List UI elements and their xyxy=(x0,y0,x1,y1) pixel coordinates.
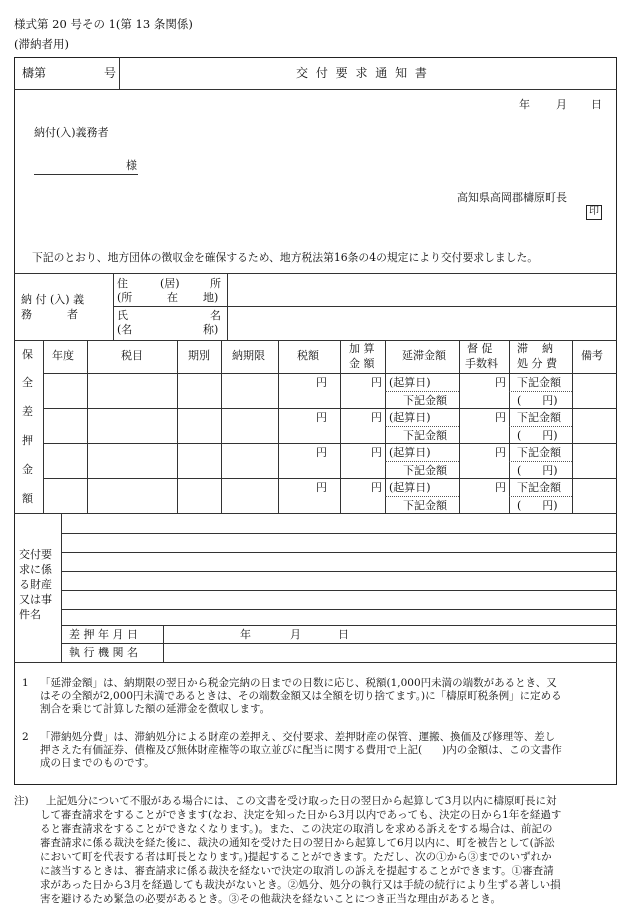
footnote-line-4: 審査請求に係る裁決を経た後に、裁決の通知を受けた日の翌日から起算して6月以内に、町を被告として(訴訟 xyxy=(40,837,555,849)
address-label-d: (所 xyxy=(117,291,133,304)
date-day: 日 xyxy=(591,98,602,111)
note-1-line-3: 割合を乗じて計算した額の延滞金を徴収します。 xyxy=(40,703,271,715)
seizure-date-label: 差 押 年 月 日 xyxy=(69,628,138,641)
row2-tax-yen: 円 xyxy=(316,411,327,424)
row1-surcharge-yen: 円 xyxy=(371,376,382,389)
header-surcharge-1: 加 算 xyxy=(349,342,375,355)
row3-calc-date: (起算日) xyxy=(389,446,431,459)
row3-surcharge-yen: 円 xyxy=(371,446,382,459)
seizure-day: 日 xyxy=(338,628,349,641)
name-label-b: 名 xyxy=(210,309,221,322)
row4-demand-yen: 円 xyxy=(495,481,506,494)
addressee-underline xyxy=(34,174,138,175)
row4-tax-yen: 円 xyxy=(316,481,327,494)
row2-disposal-yen: ( 円) xyxy=(517,429,558,442)
address-label-e: 在 xyxy=(167,291,178,304)
row2-disposal-below: 下記金額 xyxy=(517,411,561,424)
header-demand-1: 督 促 xyxy=(467,342,493,355)
form-number: 様式第 20 号その 1(第 13 条関係) xyxy=(14,17,193,31)
name-label-c: (名 xyxy=(117,323,133,336)
document-number-suffix: 号 xyxy=(104,66,117,80)
footnote-line-7: 求があった日から3月を経過しても裁決がないとき。②処分、処分の執行又は手続の続行により生ずる著しい損 xyxy=(40,879,561,891)
address-label-a: 住 xyxy=(117,277,128,290)
obligor-heading: 納付(入)義務者 xyxy=(34,126,109,139)
request-label-3: る財産 xyxy=(19,578,52,591)
address-label-f: 地) xyxy=(203,291,219,304)
row1-demand-yen: 円 xyxy=(495,376,506,389)
note-1-line-1: 「延滞金額」は、納期限の翌日から税金完納の日までの日数に応じ、税額(1,000円未満の端数があるとき、又 xyxy=(40,677,557,689)
row3-delinq-below: 下記金額 xyxy=(403,464,447,477)
row2-delinq-below: 下記金額 xyxy=(403,429,447,442)
honorific: 様 xyxy=(126,159,137,172)
request-label-4: 又は事 xyxy=(19,593,52,606)
seizure-year: 年 xyxy=(240,628,251,641)
footnote-line-1: 上記処分について不服がある場合には、この文書を受け取った日の翌日から起算して3月以内に檮原町長に対 xyxy=(46,795,557,807)
document-number-label: 檮第 xyxy=(22,66,47,80)
obligor-label-1: 納 付 (入) 義 xyxy=(21,293,85,306)
seizure-month: 月 xyxy=(290,628,301,641)
document-title: 交 付 要 求 通 知 書 xyxy=(296,66,429,80)
row3-tax-yen: 円 xyxy=(316,446,327,459)
footnote-line-2: して審査請求をすることができます(なお、決定を知った日から3月以内であっても、決定の日から1年を経過す xyxy=(40,809,562,821)
seal-mark: 印 xyxy=(586,205,602,220)
row4-delinq-below: 下記金額 xyxy=(403,499,447,512)
row4-calc-date: (起算日) xyxy=(389,481,431,494)
obligor-label-2: 務 者 xyxy=(21,308,78,321)
footnote-mark: 注) xyxy=(14,795,29,807)
row1-delinq-below: 下記金額 xyxy=(403,394,447,407)
header-remarks: 備考 xyxy=(581,349,603,362)
footnote-line-3: ると審査請求をすることができなくなります。)。また、この決定の取消しを求める訴えをする場合は、前記の xyxy=(40,823,553,835)
row4-disposal-yen: ( 円) xyxy=(517,499,558,512)
row1-tax-yen: 円 xyxy=(316,376,327,389)
footnote-line-5: において町を代表する者は町長となります。)提起することができます。ただし、次の①から③までのいずれか xyxy=(40,851,552,863)
name-label-a: 氏 xyxy=(117,309,128,322)
note-1-number: 1 xyxy=(22,677,29,689)
side-label-2: 全 xyxy=(22,376,33,389)
statement-text: 下記のとおり、地方団体の徴収金を確保するため、地方税法第16条の4の規定により交付要求しました。 xyxy=(32,251,539,264)
address-label-c: 所 xyxy=(210,277,221,290)
form-subtitle: (滞納者用) xyxy=(14,37,69,51)
request-label-5: 件名 xyxy=(19,608,41,621)
request-label-1: 交付要 xyxy=(19,548,52,561)
agency-label: 執 行 機 関 名 xyxy=(69,646,138,659)
footnote-line-6: に該当するときは、審査請求に係る裁決を経ないで決定の取消しの訴えを提起することができます。①審査請 xyxy=(40,865,554,877)
note-1-line-2: はその全額が2,000円未満であるときは、その端数金額又は全額を切り捨てます。)に「檮原町税条例」に定める xyxy=(40,690,562,702)
footnote-line-8: 害を避けるため緊急の必要があるとき。③その他裁決を経ないことにつき正当な理由があるとき。 xyxy=(40,893,501,905)
header-period: 期別 xyxy=(188,349,210,362)
row1-disposal-below: 下記金額 xyxy=(517,376,561,389)
header-tax-amount: 税額 xyxy=(297,349,319,362)
row1-calc-date: (起算日) xyxy=(389,376,431,389)
header-disposal-2: 処 分 費 xyxy=(517,357,557,370)
header-year: 年度 xyxy=(52,349,74,362)
header-disposal-1: 滞 納 xyxy=(517,342,553,355)
row2-calc-date: (起算日) xyxy=(389,411,431,424)
row3-disposal-below: 下記金額 xyxy=(517,446,561,459)
side-label-3: 差 xyxy=(22,405,33,418)
request-label-2: 求に係 xyxy=(19,563,52,576)
address-label-b: (居) xyxy=(160,277,180,290)
row3-disposal-yen: ( 円) xyxy=(517,464,558,477)
note-2-line-3: 成の日までのものです。 xyxy=(40,757,155,769)
header-demand-2: 手数料 xyxy=(465,357,498,370)
header-surcharge-2: 金 額 xyxy=(349,357,375,370)
date-month: 月 xyxy=(556,98,567,111)
note-2-number: 2 xyxy=(22,731,29,743)
row1-disposal-yen: ( 円) xyxy=(517,394,558,407)
header-due: 納期限 xyxy=(232,349,265,362)
side-label-1: 保 xyxy=(22,348,33,361)
header-tax-item: 税目 xyxy=(121,349,143,362)
side-label-4: 押 xyxy=(22,434,33,447)
issuer-name: 高知県高岡郡檮原町長 xyxy=(457,191,567,204)
note-2-line-1: 「滞納処分費」は、滞納処分による財産の差押え、交付要求、差押財産の保管、運搬、換価及び修理等、差し xyxy=(40,731,556,743)
side-label-6: 額 xyxy=(22,492,33,505)
row2-demand-yen: 円 xyxy=(495,411,506,424)
row4-surcharge-yen: 円 xyxy=(371,481,382,494)
header-delinquency: 延滞金額 xyxy=(402,349,446,362)
date-year: 年 xyxy=(519,98,530,111)
name-label-d: 称) xyxy=(203,323,219,336)
row3-demand-yen: 円 xyxy=(495,446,506,459)
row4-disposal-below: 下記金額 xyxy=(517,481,561,494)
note-2-line-2: 押さえた有価証券、債権及び無体財産権等の取立並びに配当に関する費用で上記( )内の金額は、この文書作 xyxy=(40,744,562,756)
row2-surcharge-yen: 円 xyxy=(371,411,382,424)
side-label-5: 金 xyxy=(22,463,33,476)
